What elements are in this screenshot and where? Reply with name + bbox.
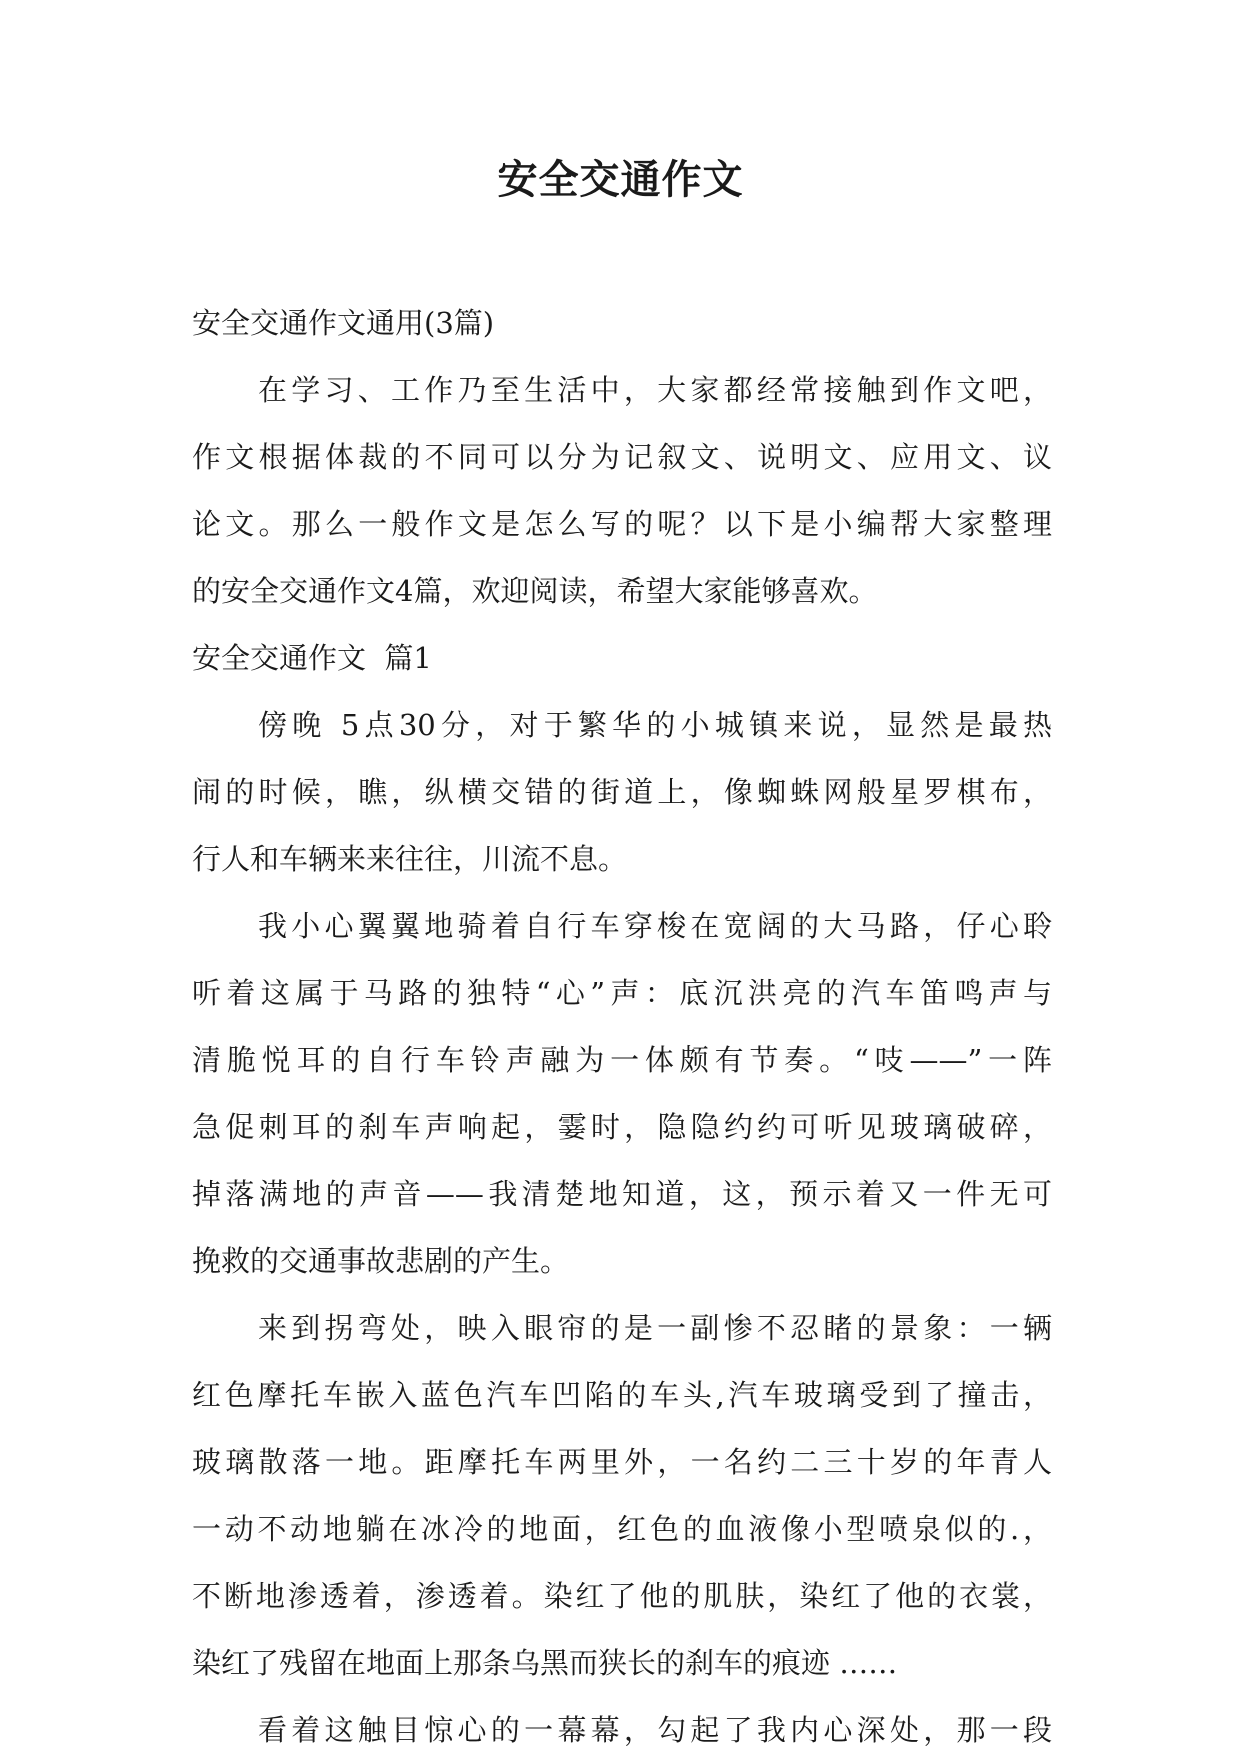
paragraph-line: 急促刺耳的刹车声响起，霎时，隐隐约约可听见玻璃破碎， (192, 1110, 1052, 1144)
paragraph-line: 论文。那么一般作文是怎么写的呢？以下是小编帮大家整理 (192, 507, 1052, 541)
body-paragraph-3 (192, 1295, 1052, 1697)
paragraph-line: 闹的时候，瞧，纵横交错的街道上，像蜘蛛网般星罗棋布， (192, 775, 1052, 809)
paragraph-line: 不断地渗透着，渗透着。染红了他的肌肤，染红了他的衣裳， (192, 1579, 1052, 1613)
paragraph-line: 作文根据体裁的不同可以分为记叙文、说明文、应用文、议 (192, 440, 1052, 474)
body-paragraph-1 (192, 692, 1052, 893)
body-paragraph-2 (192, 893, 1052, 1295)
paragraph-line: 红色摩托车嵌入蓝色汽车凹陷的车头,汽车玻璃受到了撞击， (192, 1378, 1052, 1412)
intro-paragraph (192, 357, 1052, 625)
paragraph-line: 我小心翼翼地骑着自行车穿梭在宽阔的大马路，仔心聆 (258, 909, 1052, 943)
paragraph-line: 挽救的交通事故悲剧的产生。 (192, 1244, 570, 1278)
paragraph-line: 掉落满地的声音——我清楚地知道，这，预示着又一件无可 (192, 1177, 1052, 1211)
paragraph-line: 听着这属于马路的独特“心”声：底沉洪亮的汽车笛鸣声与 (192, 976, 1052, 1010)
paragraph-line: 清脆悦耳的自行车铃声融为一体颇有节奏。“吱——”一阵 (192, 1043, 1052, 1077)
document-body (192, 290, 1052, 1764)
paragraph-line: 在学习、工作乃至生活中，大家都经常接触到作文吧， (258, 373, 1052, 407)
paragraph-line: 看着这触目惊心的一幕幕，勾起了我内心深处，那一段 (258, 1713, 1052, 1747)
paragraph-line: 玻璃散落一地。距摩托车两里外，一名约二三十岁的年青人 (192, 1445, 1052, 1479)
paragraph-line: 傍晚 5点30分，对于繁华的小城镇来说，显然是最热 (258, 708, 1052, 742)
document-title: 安全交通作文 (497, 157, 744, 203)
paragraph-line: 行人和车辆来来往往，川流不息。 (192, 842, 628, 876)
paragraph-line: 一动不动地躺在冰冷的地面，红色的血液像小型喷泉似的.， (192, 1512, 1052, 1546)
paragraph-line: 染红了残留在地面上那条乌黑而狭长的刹车的痕迹 …… (192, 1646, 898, 1680)
paragraph-line: 的安全交通作文4篇，欢迎阅读，希望大家能够喜欢。 (192, 574, 878, 608)
section-heading: 安全交通作文 篇1 (192, 641, 432, 675)
paragraph-line: 来到拐弯处，映入眼帘的是一副惨不忍睹的景象：一辆 (258, 1311, 1052, 1345)
document-subtitle: 安全交通作文通用(3篇) (192, 306, 495, 340)
